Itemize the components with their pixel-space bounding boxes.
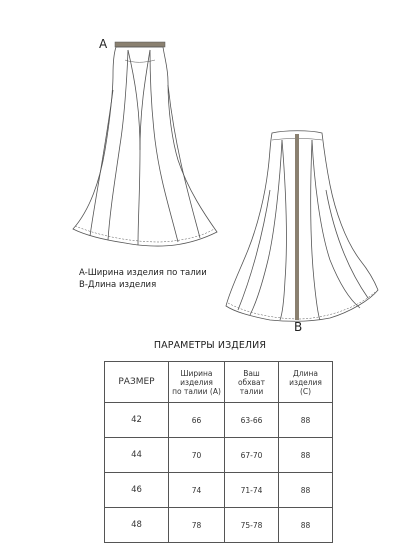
cell-waist-width: 74 (169, 473, 225, 508)
length-highlight (295, 134, 299, 320)
table-row (105, 403, 333, 438)
cell-your-waist: 71-74 (225, 473, 279, 508)
header-your-waist: Ваш обхват талии (225, 362, 279, 403)
marker-b-label: B (294, 320, 303, 334)
size-parameters-table (104, 361, 333, 543)
cell-waist-width: 78 (169, 508, 225, 543)
waist-width-highlight (115, 42, 165, 47)
cell-waist-width: 66 (169, 403, 225, 438)
cell-your-waist: 67-70 (225, 438, 279, 473)
table-title: ПАРАМЕТРЫ ИЗДЕЛИЯ (153, 340, 267, 351)
cell-length: 88 (279, 508, 333, 543)
cell-size: 46 (105, 473, 169, 508)
cell-size: 42 (105, 403, 169, 438)
cell-length: 88 (279, 473, 333, 508)
header-waist-width: Ширина изделия по талии (A) (169, 362, 225, 403)
skirt-front-view (73, 42, 217, 246)
skirt-front-outline (73, 47, 217, 246)
table-row (105, 473, 333, 508)
skirt-back-outline (226, 131, 378, 322)
header-length: Длина изделия (C) (279, 362, 333, 403)
cell-your-waist: 63-66 (225, 403, 279, 438)
cell-size: 44 (105, 438, 169, 473)
header-size: РАЗМЕР (105, 362, 169, 403)
table-row (105, 438, 333, 473)
cell-size: 48 (105, 508, 169, 543)
cell-length: 88 (279, 438, 333, 473)
legend-line-a: A-Ширина изделия по талии (79, 268, 207, 278)
table-header-row (105, 362, 333, 403)
legend (79, 267, 207, 291)
cell-your-waist: 75-78 (225, 508, 279, 543)
table-row (105, 508, 333, 543)
skirt-back-view (226, 131, 378, 322)
legend-line-b: B-Длина изделия (79, 280, 157, 290)
cell-length: 88 (279, 403, 333, 438)
marker-a-label: A (99, 37, 108, 51)
cell-waist-width: 70 (169, 438, 225, 473)
